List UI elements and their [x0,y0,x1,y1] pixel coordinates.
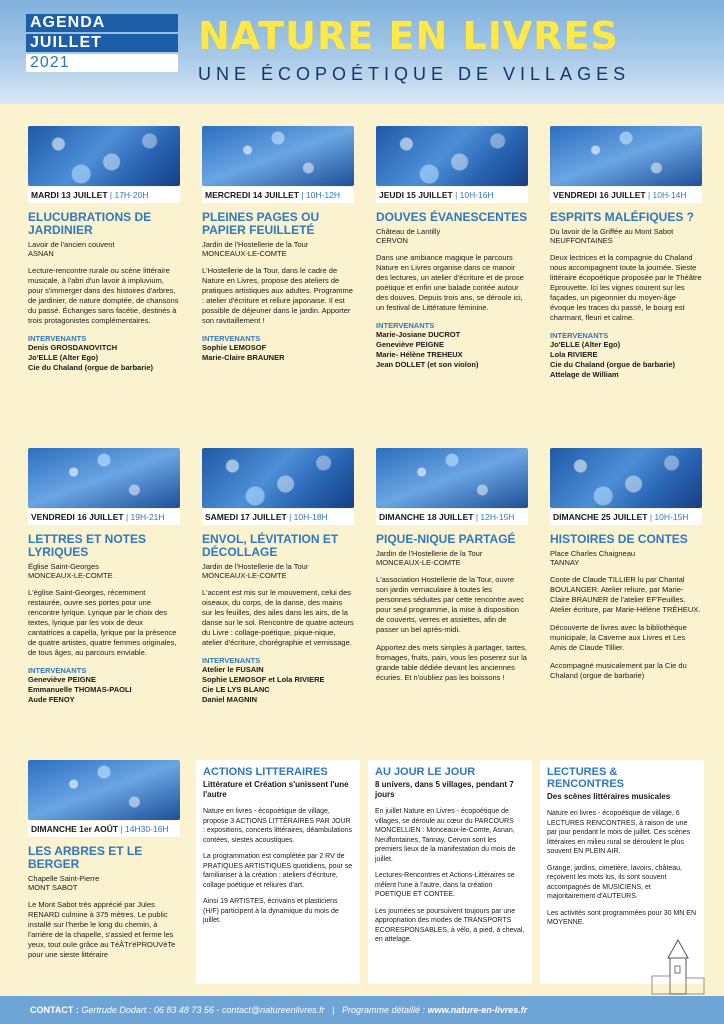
event-card [202,126,354,363]
intervenant: Cie du Chaland (orgue de barbarie) [550,360,676,369]
agenda-box [26,14,178,74]
intervenant: Marie-Claire BRAUNER [202,353,285,362]
event-description: Conte de Claude TILLIER lu par Chantal BOULANGER. Atelier reliure, par Marie-Claire BRAUNER de l'atelier EF'Feuilles. Atelier écriture, par Marie-Hélène TRÉHEUX. [550,575,701,614]
event-photo [28,126,180,186]
event-title: LETTRES ET NOTES LYRIQUES [28,532,147,559]
event-card [550,448,702,681]
event-place: Lavoir de l'ancien couvent ASNAN [28,240,115,258]
info-box-actions [196,760,360,984]
event-description: Deux lectrices et la compagnie du Chaland nous accompagnent toute la journée. Sieste littéraire écopoétique proposée par le Théâtre Eprouvette. Ici les vignes courent sur les façades, un pigeonnier du moyen-âge évoque les traces du passé, le bourg est charmant, fleuri et calme. [550,253,702,322]
intervenant: Jo'ELLE (Alter Ego) [550,340,621,349]
box-paragraph: Les journées se poursuivent toujours par une appropriation des modes de TRANSPORTS ECORESPONSABLES, à vélo, à pied, à cheval, en attelage. [375,907,525,943]
box-paragraph: Ainsi 19 ARTISTES, écrivains et plasticiens (H/F) participent à la dynamique du mois de juillet. [203,898,339,924]
event-description: L'accent est mis sur le mouvement, celui des oiseaux, du corps, de la danse, des mains sur les feuilles, des ailes dans les airs, de la danse sur le sol. Rencontre de quatre acteurs du Livre : collage-poétique, pique-nique, atelier d'écriture, chorégraphie et vernissage. [202,588,354,647]
event-description: L'Hostellerie de la Tour, dans le cadre de Nature en Livres, propose des ateliers de pratiques artistiques aux adultes. Programme : atelier d'écriture et reliure japonaise. Il est possible de déjeuner dans le jardin. Apporter son ravitaillement ! [202,266,353,325]
box-paragraph: Lectures-Rencontres et Actions-Littéraires se mêlent l'une à l'autre, dans la création POETIQUE ET CONTEE. [375,872,515,898]
event-photo [202,448,354,508]
event-date: DIMANCHE 25 JUILLET | 10H-15H [550,509,702,525]
intervenant: Marie-Josiane DUCROT [376,330,461,339]
intervenant: Cie LE LYS BLANC [202,685,270,694]
intervenant: Jo'ELLE (Alter Ego) [28,353,99,362]
intervenant: Sophie LEMOSOF [202,343,267,352]
event-place: Chapelle Saint-Pierre MONT SABOT [28,874,100,892]
box-paragraph: Grange, jardins, cimetière, lavoirs, château, reçoivent les mots lus, ils sont souvent accompagnés de MUSICIENS, et majoritairement d'AUTEURS. [547,864,683,900]
event-description: Lecture-rencontre rurale ou scène littéraire musicale, à l'abri d'un lavoir à impluvium, pour s'immerger dans des histoires d'arbres, de jardinier, de nature domptée, de chansons du passé. Échanges sans facétie, destinés à trois protagonistes complémentaires. [28,266,179,325]
contact-label: CONTACT : [30,1005,79,1015]
event-place: Place Charles Chaigneau TANNAY [550,549,636,567]
event-place: Jardin de l'Hostellerie de la Tour MONCEAUX-LE-COMTE [202,240,309,258]
tower-illustration [648,938,708,996]
footer-separator: | [332,1005,335,1015]
intervenant: Jean DOLLET (et son violon) [376,360,479,369]
intervenant: Attelage de William [550,370,619,379]
event-title: ENVOL, LÉVITATION ET DÉCOLLAGE [202,532,339,559]
intervenants-heading: INTERVENANTS [550,331,609,340]
box-paragraph: Nature en livres - écopoétique de village, propose 3 ACTIONS LITTÉRAIRES PAR JOUR : expositions, concerts littéraires, déambulations contées, siestes acoustiques. [203,808,353,844]
event-description: L'église Saint-Georges, récemment restaurée, ouvre ses portes pour une rencontre lyrique. Lyrique par le choix des textes, lyrique par les voix de deux cantatrices a capella, lyrique par la présence de quatre artistes, quatre femmes originales, de tous âges, au parcours enviable. [28,588,177,657]
event-place: Église Saint-Georges MONCEAUX-LE-COMTE [28,562,113,580]
program-label: Programme détaillé : [342,1005,426,1015]
event-title: PIQUE-NIQUE PARTAGÉ [376,532,516,546]
event-place: Du lavoir de la Griffée au Mont Sabot NEUFFONTAINES [550,227,674,245]
event-description-2: Découverte de livres avec la bibliothèque municipale, la Caverne aux Livres et Les Amis de Claude Tillier. [550,623,687,652]
event-date: MARDI 13 JUILLET | 17H-20H [28,187,180,203]
event-title: LES ARBRES ET LE BERGER [28,844,143,871]
event-photo [28,448,180,508]
agenda-year: 2021 [26,54,178,72]
intervenant: Cie du Chaland (orgue de barbarie) [28,363,154,372]
event-date: MERCREDI 14 JUILLET | 10H-12H [202,187,354,203]
intervenants-heading: INTERVENANTS [376,321,435,330]
event-photo [202,126,354,186]
event-title: ESPRITS MALÉFIQUES ? [550,210,695,224]
event-photo [550,448,702,508]
event-card [28,126,180,373]
event-place: Jardin de l'Hostellerie de la Tour MONCEAUX-LE-COMTE [376,549,483,567]
event-date: VENDREDI 16 JUILLET | 10H-14H [550,187,702,203]
info-box-jour [368,760,532,984]
intervenant: Lola RIVIERE [550,350,598,359]
event-date: JEUDI 15 JUILLET | 10H-16H [376,187,528,203]
intervenant: Daniel MAGNIN [202,695,258,704]
box-subtitle: Des scènes littéraires musicales [547,792,671,801]
event-title: PLEINES PAGES OU PAPIER FEUILLETÉ [202,210,320,237]
event-photo [28,760,180,820]
event-photo [550,126,702,186]
event-card [202,448,354,705]
event-date: DIMANCHE 1er AOÛT | 14H30-16H [28,821,180,837]
main-title: NATURE EN LIVRES [198,14,619,58]
event-photo [376,448,528,508]
event-description: Le Mont Sabot très apprécié par Jules RENARD culmine à 375 mètres. Le public installé sur l'herbe le long du chemin, à l'arrière de la chapelle, s'assied et ferme les yeux, tout ouïe grâce au TéÂTr'éPROUVèTe pour une sieste littéraire [28,900,176,959]
event-card [376,448,528,683]
event-title: DOUVES ÉVANESCENTES [376,210,528,224]
intervenants-heading: INTERVENANTS [202,334,261,343]
box-paragraph: Les activités sont programmées pour 30 MN EN MOYENNE. [547,909,697,926]
event-photo [376,126,528,186]
intervenant: Denis GROSDANOVITCH [28,343,118,352]
header [0,0,724,104]
intervenant: Atelier le FUSAIN [202,665,264,674]
box-paragraph: Nature en livres - écopoétique de village, 6 LECTURES RENCONTRES, à raison de une par jour pendant le mois de juillet. Ces scènes littéraires en milieu rural se déroulent le plus souvent EN PLEIN AIR. [547,810,691,855]
contact-info: Gertrude Dodart : 06 83 48 73 56 - contact@natureenlivres.fr [81,1005,325,1015]
intervenant: Emmanuelle THOMAS-PAOLI [28,685,132,694]
box-paragraph: En juillet Nature en Livres - écopoétique de villages, se déroule au cœur du PARCOURS MONCELLIEN : Monceaux-le-Comte, Asnan, Neuffontaines, Tannay, Cervon sont les premiers lieux de la manifestation du mois de juillet. [375,808,516,863]
event-card [28,448,180,705]
website-link[interactable]: www.nature-en-livres.fr [427,1005,528,1015]
event-description-2: Apportez des mets simples à partager, tartes, fromages, fruits, pain, vous les poserez sur la grande table dédiée devant les anciennes écuries. Et n'oubliez pas les boissons ! [376,643,527,682]
intervenant: Geneviève PEIGNE [28,675,96,684]
intervenants-heading: INTERVENANTS [202,656,261,665]
box-title: ACTIONS LITTERAIRES [203,766,328,778]
intervenant: Aude FENOY [28,695,75,704]
intervenant: Marie- Hélène TREHEUX [376,350,463,359]
event-card [376,126,528,370]
agenda-month: JUILLET [26,34,178,52]
intervenants-heading: INTERVENANTS [28,334,87,343]
box-title: AU JOUR LE JOUR [375,766,476,778]
event-place: Château de Lantilly CERVON [376,227,441,245]
box-subtitle: Littérature et Création s'unissent l'une l'autre [203,780,349,799]
event-description-3: Accompagné musicalement par la Cie du Chaland (orgue de barbarie) [550,661,687,680]
footer [0,996,724,1024]
event-place: Jardin de l'Hostellerie de la Tour MONCEAUX-LE-COMTE [202,562,309,580]
event-description: Dans une ambiance magique le parcours Nature en Livres organise dans ce manoir des lectures, un atelier d'écriture et de prose poétique et enfin une balade contée autour des douves. Depuis trois ans, se déroule ici, un festival de Littérature féminine. [376,253,524,312]
event-card [28,760,180,960]
intervenant: Geneviève PEIGNE [376,340,444,349]
event-description: L'association Hostellerie de la Tour, ouvre son jardin vernaculaire à toutes les personnes séduites par cette rencontre avec pour seul programme, la mise à disposition de couverts, verres et assiettes, afin de passer un bel après-midi. [376,575,525,634]
sub-title: UNE ÉCOPOÉTIQUE DE VILLAGES [198,64,631,84]
event-date: SAMEDI 17 JUILLET | 10H-18H [202,509,354,525]
intervenant: Sophie LEMOSOF et Lola RIVIERE [202,675,325,684]
box-title: LECTURES & RENCONTRES [547,766,625,790]
box-subtitle: 8 univers, dans 5 villages, pendant 7 jours [375,780,514,799]
agenda-label: AGENDA [26,14,178,32]
event-date: VENDREDI 16 JUILLET | 19H-21H [28,509,180,525]
event-card [550,126,702,380]
event-title: ELUCUBRATIONS DE JARDINIER [28,210,152,237]
box-paragraph: La programmation est complétée par 2 RV de PRATIQUES ARTISTIQUES quotidiens, pour se familiariser à la création : ateliers d'écriture, collage poétique et reliures d'art. [203,853,353,889]
event-title: HISTOIRES DE CONTES [550,532,688,546]
intervenants-heading: INTERVENANTS [28,666,87,675]
event-date: DIMANCHE 18 JUILLET | 12H-15H [376,509,528,525]
